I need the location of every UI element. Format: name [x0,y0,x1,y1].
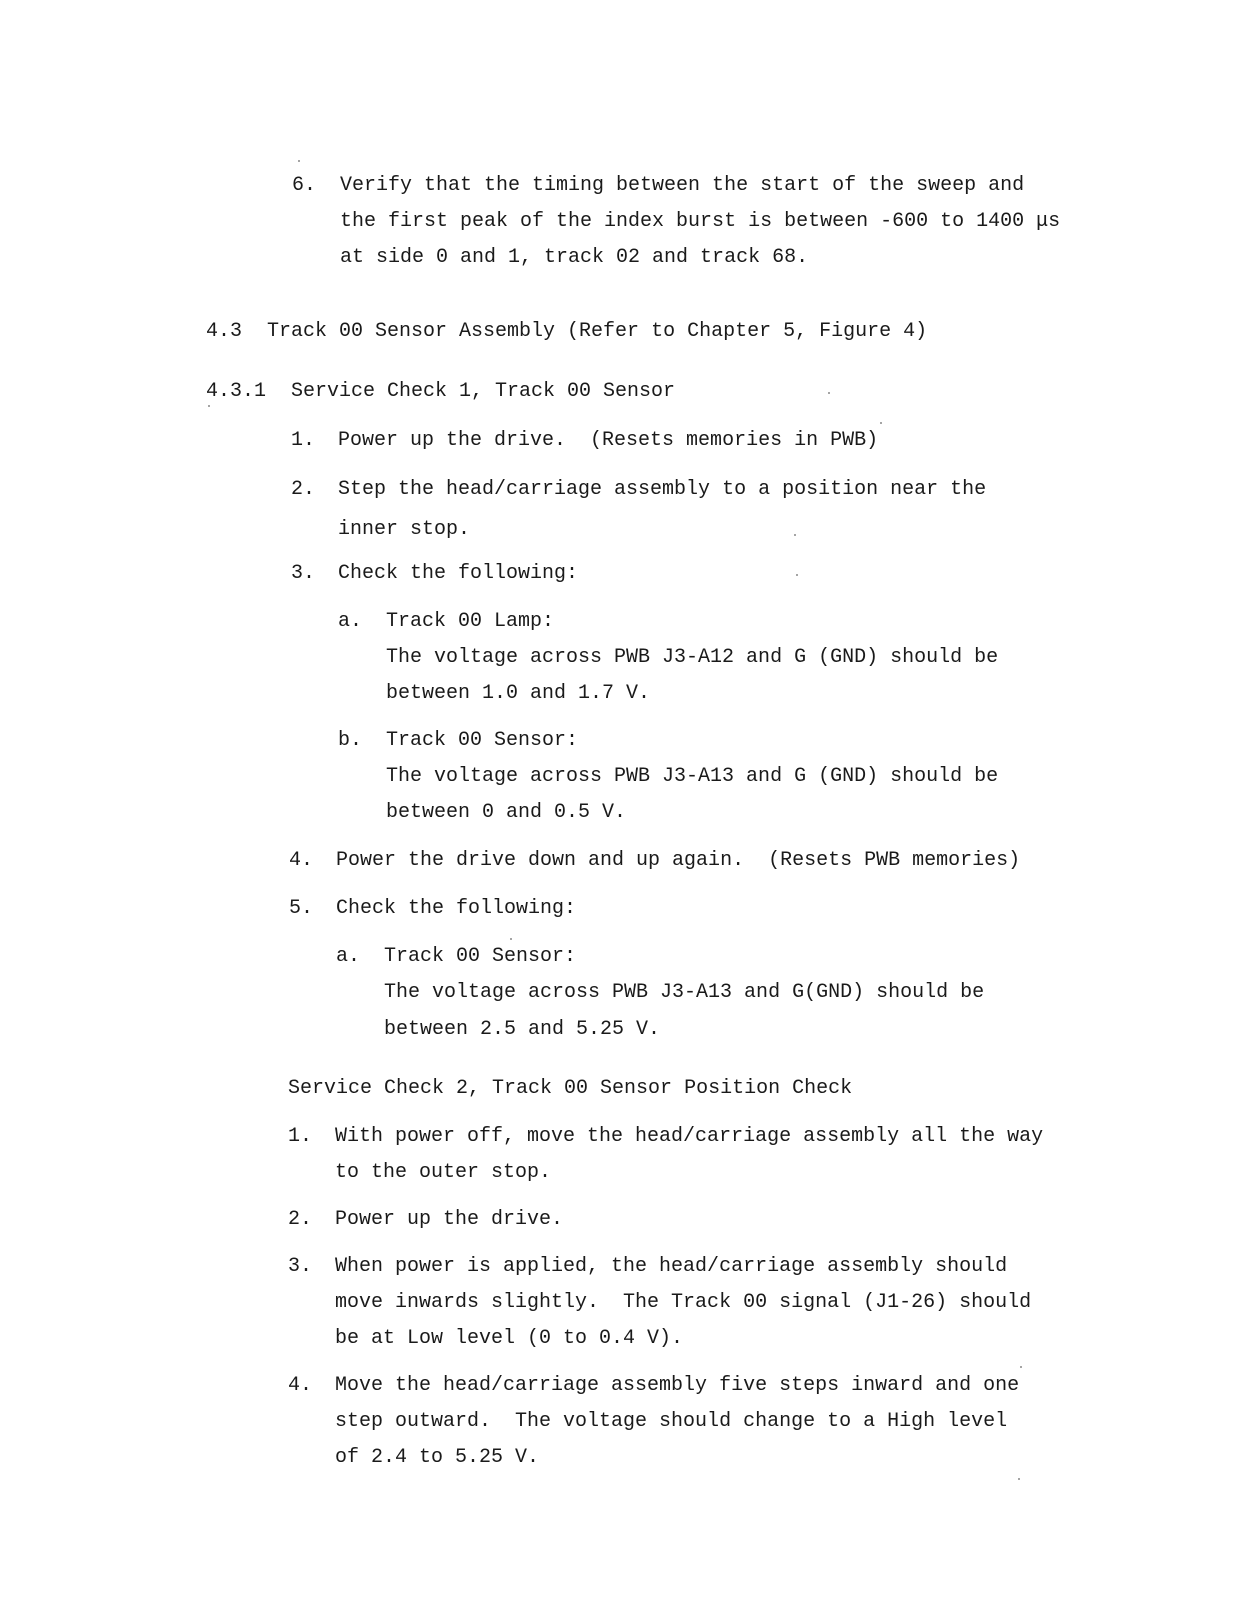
step-text-line: Power the drive down and up again. (Resets PWB memories) [336,849,1021,872]
step-text-line: Check the following: [336,897,577,920]
step-text-line: inner stop. [338,518,471,541]
subsection-number: 4.3.1 [206,380,267,403]
scan-speck [208,405,210,407]
step-text-line: to the outer stop. [335,1161,552,1184]
scan-speck [298,160,300,162]
step-number: 1. [288,1125,313,1148]
substep-text-line: The voltage across PWB J3-A13 and G(GND) should be [384,981,985,1004]
substep-text-line: between 2.5 and 5.25 V. [384,1018,661,1041]
scan-speck [828,392,830,394]
substep-title: Track 00 Lamp: [386,610,555,633]
subsection-title: Service Check 2, Track 00 Sensor Position Check [288,1077,853,1100]
step-number: 4. [289,849,314,872]
step-number: 5. [289,897,314,920]
step-text-line: move inwards slightly. The Track 00 signal (J1-26) should [335,1291,1032,1314]
step-text-line: Power up the drive. [335,1208,564,1231]
step-text-line: the first peak of the index burst is between -600 to 1400 μs [340,210,1061,233]
step-text-line: Step the head/carriage assembly to a position near the [338,478,987,501]
step-text-line: step outward. The voltage should change to a High level [335,1410,1008,1433]
step-text-line: When power is applied, the head/carriage assembly should [335,1255,1008,1278]
step-number: 2. [291,478,316,501]
step-number: 2. [288,1208,313,1231]
substep-title: Track 00 Sensor: [384,945,577,968]
step-text-line: be at Low level (0 to 0.4 V). [335,1327,684,1350]
substep-letter: a. [338,610,363,633]
substep-title: Track 00 Sensor: [386,729,579,752]
section-title: Track 00 Sensor Assembly (Refer to Chapter 5, Figure 4) [267,320,928,343]
subsection-title: Service Check 1, Track 00 Sensor [291,380,676,403]
step-text-line: Verify that the timing between the start of the sweep and [340,174,1025,197]
substep-text-line: between 0 and 0.5 V. [386,801,627,824]
step-number: 6. [292,174,317,197]
scan-speck [796,574,798,576]
step-text-line: Power up the drive. (Resets memories in PWB) [338,429,879,452]
substep-letter: a. [336,945,361,968]
substep-text-line: The voltage across PWB J3-A13 and G (GND) should be [386,765,999,788]
section-number: 4.3 [206,320,243,343]
step-number: 1. [291,429,316,452]
substep-text-line: between 1.0 and 1.7 V. [386,682,651,705]
step-text-line: Move the head/carriage assembly five steps inward and one [335,1374,1020,1397]
step-text-line: Check the following: [338,562,579,585]
substep-letter: b. [338,729,363,752]
step-text-line: With power off, move the head/carriage assembly all the way [335,1125,1044,1148]
step-number: 4. [288,1374,313,1397]
scan-speck [794,534,796,536]
substep-text-line: The voltage across PWB J3-A12 and G (GND) should be [386,646,999,669]
scan-speck [1020,1366,1022,1368]
step-text-line: of 2.4 to 5.25 V. [335,1446,540,1469]
scan-speck [510,938,512,940]
step-number: 3. [288,1255,313,1278]
scan-speck [1018,1478,1020,1480]
scan-speck [880,422,882,424]
step-text-line: at side 0 and 1, track 02 and track 68. [340,246,809,269]
step-number: 3. [291,562,316,585]
